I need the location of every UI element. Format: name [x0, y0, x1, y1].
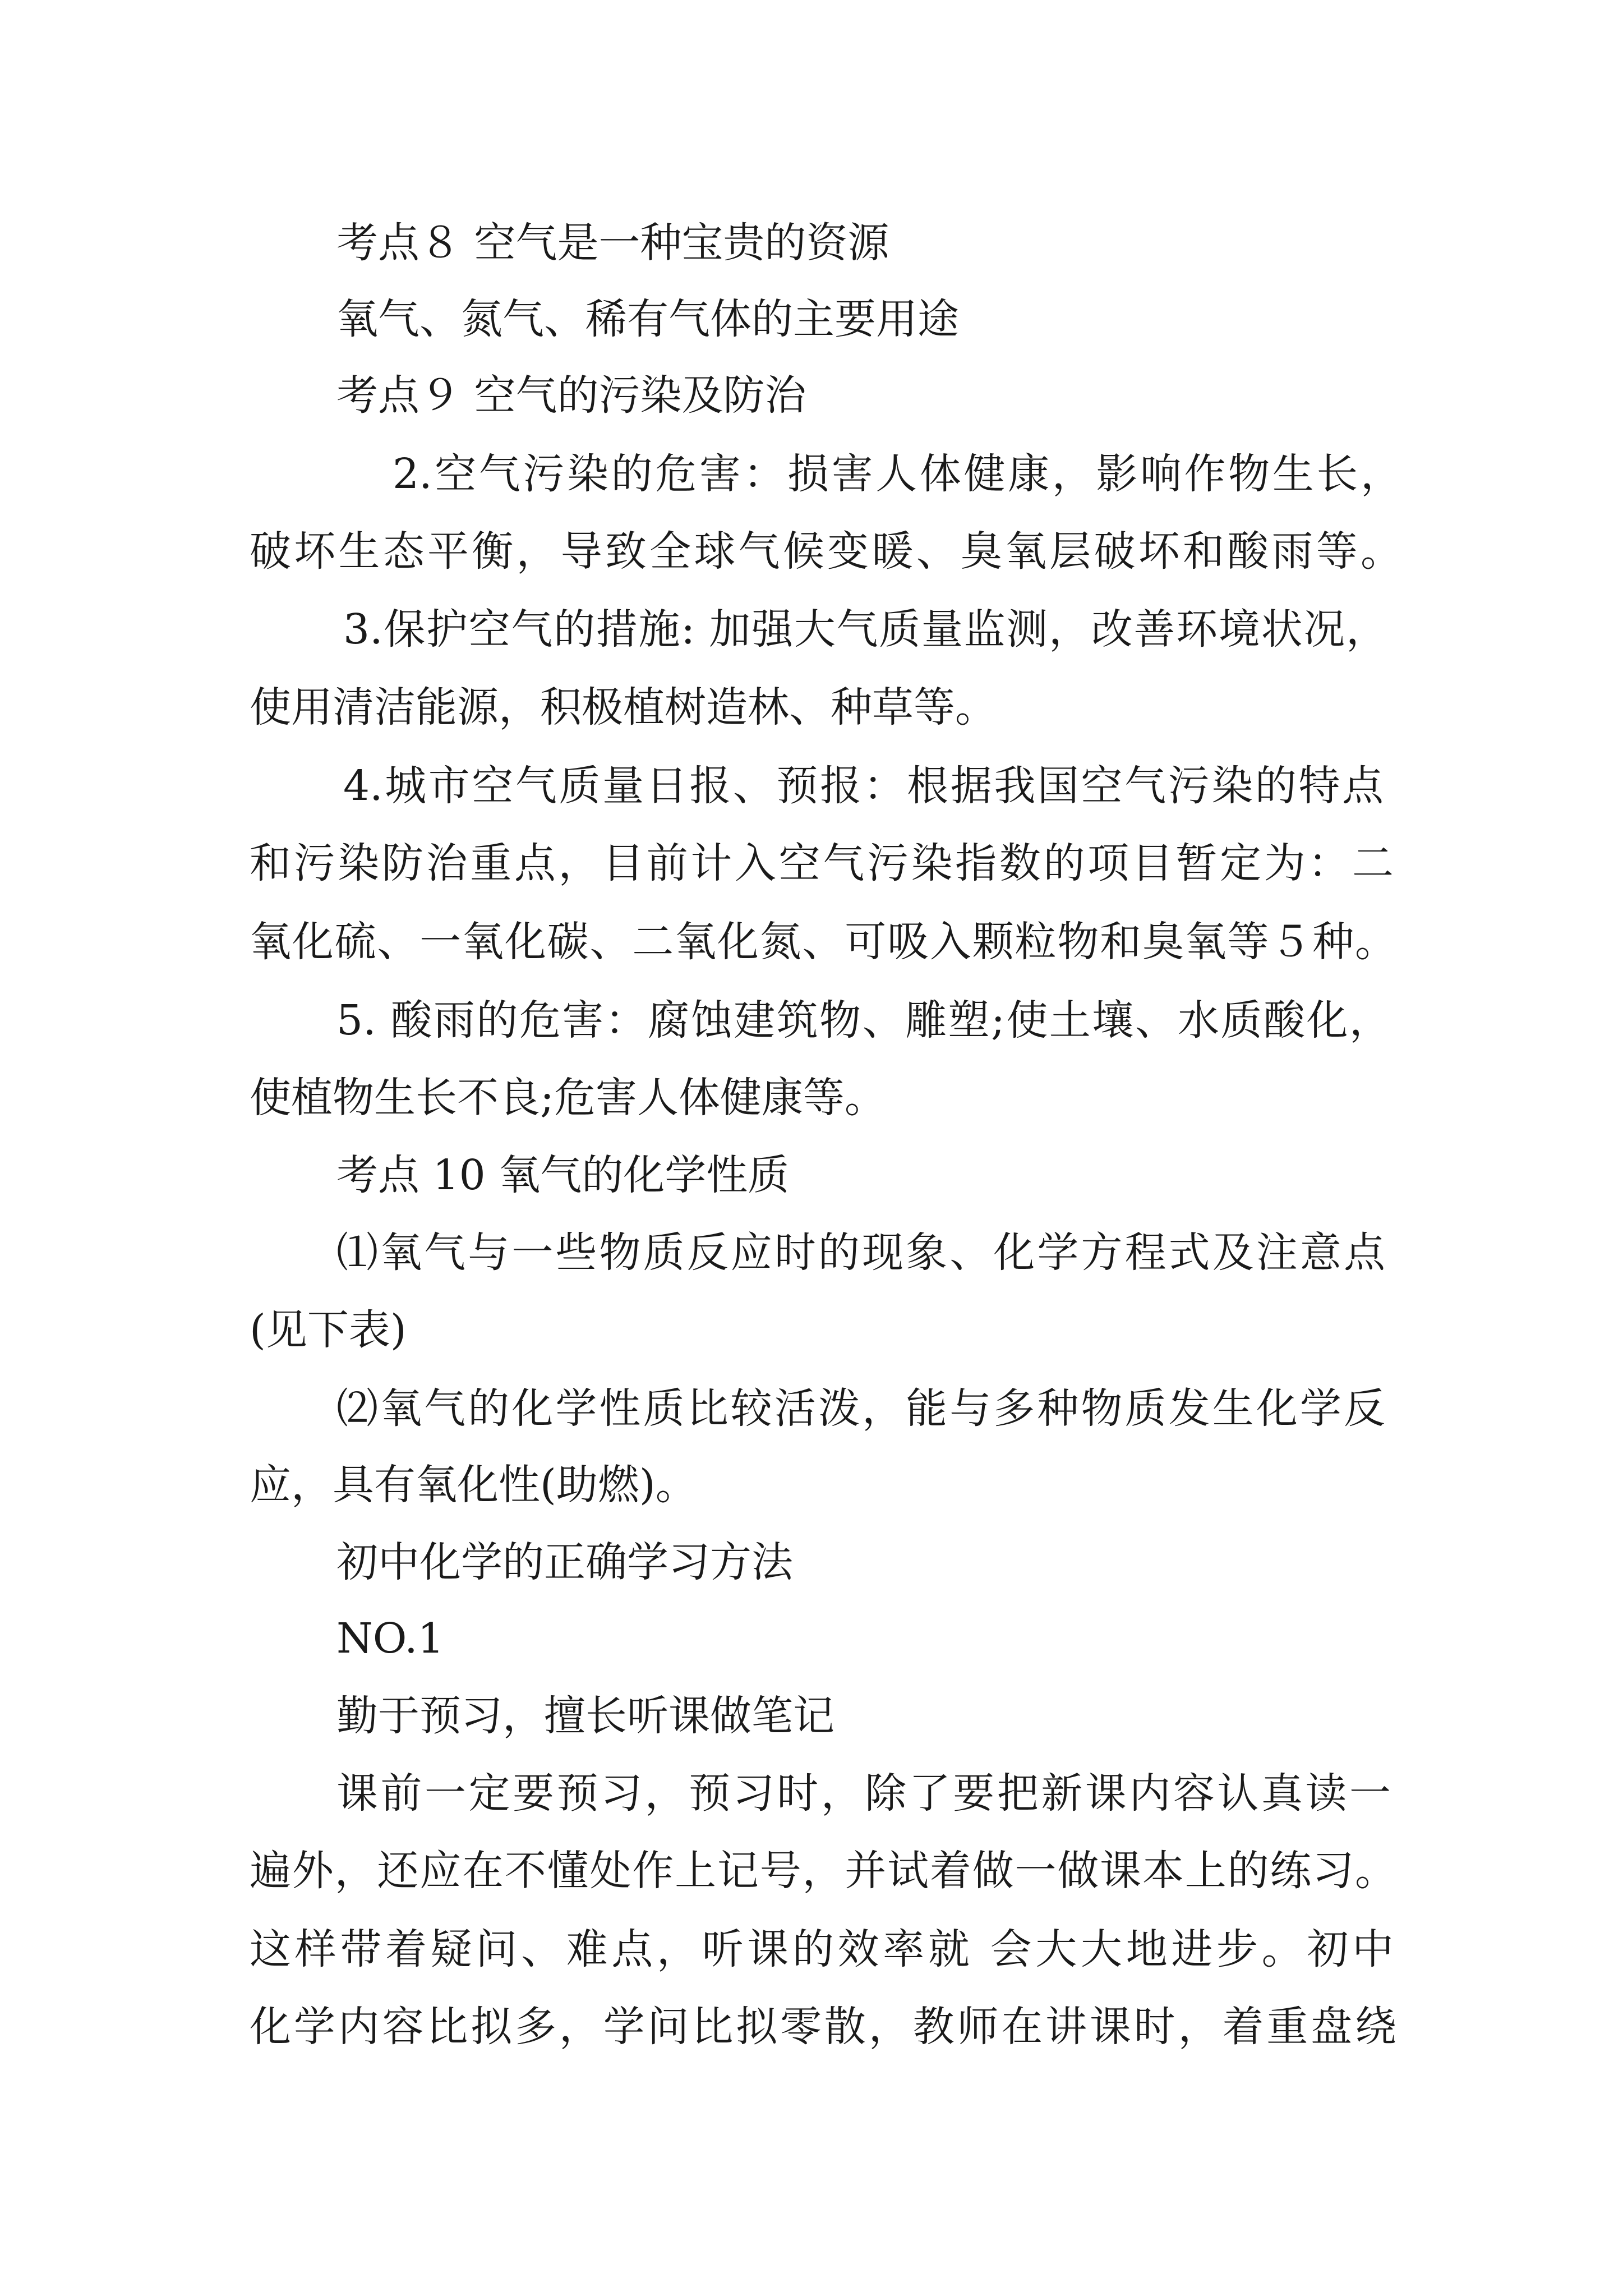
paragraph-line: 应，具有氧化性(助燃)。	[250, 1461, 697, 1509]
paragraph-line: 3.保护空气的措施: 加强大气质量监测，改善环境状况，	[343, 605, 1387, 654]
paragraph-line: (见下表)	[250, 1306, 407, 1354]
paragraph-line: 4.城市空气质量日报、预报：根据我国空气污染的特点	[343, 762, 1384, 810]
paragraph-line: 使用清洁能源，积极植树造林、种草等。	[250, 683, 997, 731]
paragraph-line: 这样带着疑问、难点，听课的效率就 会大大地进步。初中	[250, 1925, 1394, 1973]
section-heading: 考点 10 氧气的化学性质	[336, 1151, 790, 1199]
subheading: 勤于预习，擅长听课做笔记	[336, 1692, 834, 1740]
paragraph-line: ⑵氧气的化学性质比较活泼，能与多种物质发生化学反	[336, 1384, 1385, 1433]
section-heading: 考点８ 空气是一种宝贵的资源	[336, 219, 889, 267]
paragraph-line: 2.空气污染的危害：损害人体健康，影响作物生长，	[393, 450, 1402, 498]
section-heading: 考点９ 空气的污染及防治	[336, 371, 806, 420]
paragraph-line: 遍外，还应在不懂处作上记号，并试着做一做课本上的练习。	[250, 1847, 1396, 1895]
paragraph-line: 5. 酸雨的危害：腐蚀建筑物、雕塑;使土壤、水质酸化，	[336, 996, 1391, 1045]
section-number: NO.1	[336, 1614, 444, 1663]
paragraph-line: 破坏生态平衡，导致全球气候变暖、臭氧层破坏和酸雨等。	[250, 527, 1402, 576]
paragraph-line: 和污染防治重点，目前计入空气污染指数的项目暂定为：二	[250, 839, 1394, 887]
paragraph-line: 氧化硫、一氧化碳、二氧化氮、可吸入颗粒物和臭氧等５种。	[250, 918, 1396, 966]
paragraph-line: 课前一定要预习，预习时，除了要把新课内容认真读一	[336, 1769, 1391, 1818]
paragraph-line: 化学内容比拟多，学问比拟零散，教师在讲课时，着重盘绕	[250, 2003, 1396, 2051]
section-heading: 初中化学的正确学习方法	[336, 1538, 793, 1586]
paragraph-line: 使植物生长不良;危害人体健康等。	[250, 1074, 886, 1122]
paragraph-line: ⑴氧气与一些物质反应时的现象、化学方程式及注意点	[336, 1228, 1385, 1277]
subheading: 氧气、氮气、稀有气体的主要用途	[336, 295, 959, 343]
